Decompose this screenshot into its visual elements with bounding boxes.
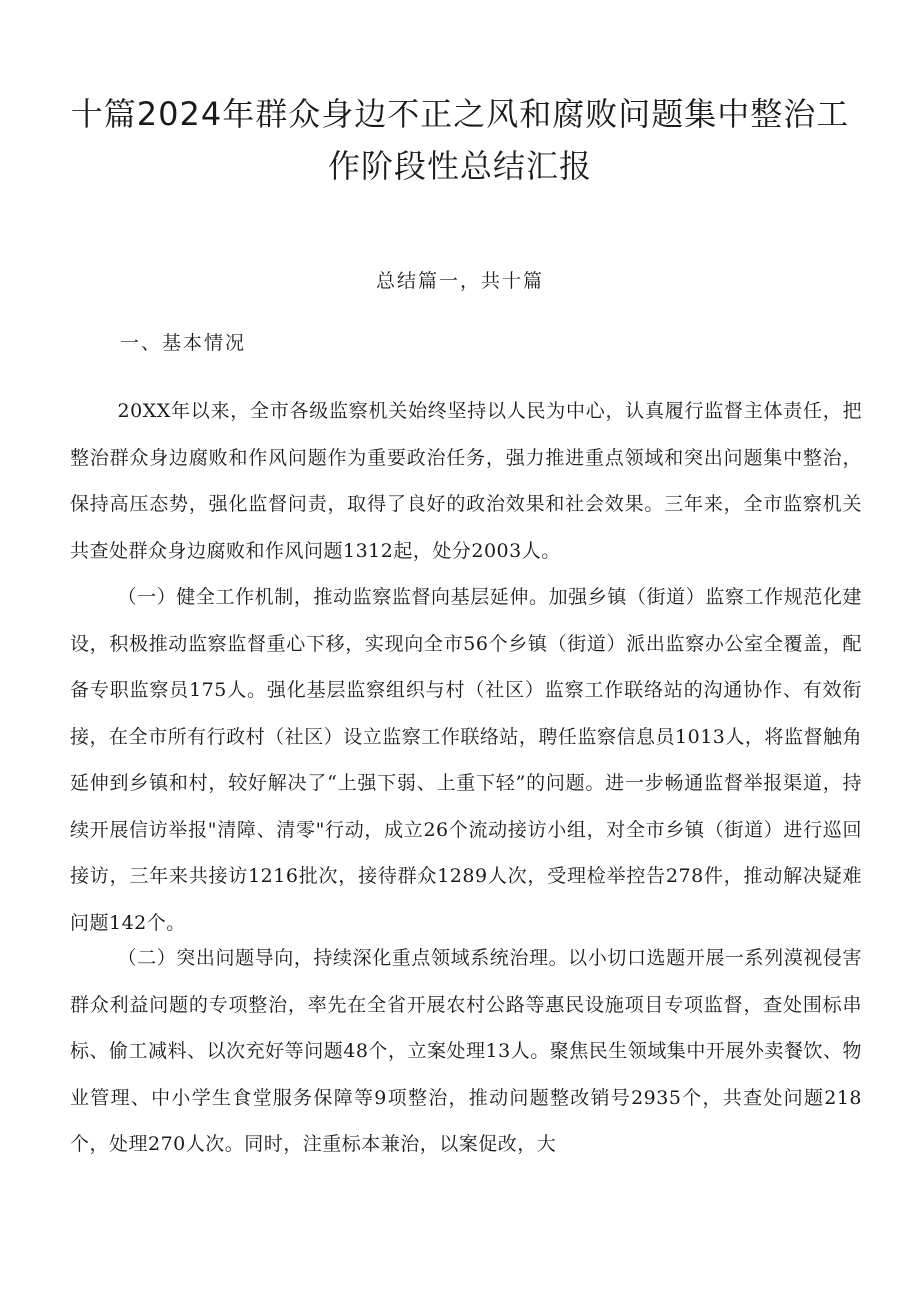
section-heading: 一、基本情况 xyxy=(120,332,247,354)
document-title: 十篇2024年群众身边不正之风和腐败问题集中整治工作阶段性总结汇报 xyxy=(70,95,850,185)
document-subtitle: 总结篇一，共十篇 xyxy=(375,270,544,292)
paragraph-problem-oriented: （二）突出问题导向，持续深化重点领域系统治理。以小切口选题开展一系列漠视侵害群众利益问题的专项整治，率先在全省开展农村公路等惠民设施项目专项监督，查处围标串标、偷工减料、以次充好等问题48个，立案处理13人。聚焦民生领域集中开展外卖餐饮、物业管理、中小学生食堂服务保障等9项整治，推动问题整改销号2935个，共查处问题218个，处理270人次。同时，注重标本兼治，以案促改，大 xyxy=(70,947,862,1155)
paragraph-overview: 20XX年以来，全市各级监察机关始终坚持以人民为中心，认真履行监督主体责任，把整治群众身边腐败和作风问题作为重要政治任务，强力推进重点领域和突出问题集中整治，保持高压态势，强化监督问责，取得了良好的政治效果和社会效果。三年来，全市监察机关共查处群众身边腐败和作风问题1312起，处分2003人。 xyxy=(70,400,862,562)
paragraph-mechanism: （一）健全工作机制，推动监察监督向基层延伸。加强乡镇（街道）监察工作规范化建设，积极推动监察监督重心下移，实现向全市56个乡镇（街道）派出监察办公室全覆盖，配备专职监察员175人。强化基层监察组织与村（社区）监察工作联络站的沟通协作、有效衔接，在全市所有行政村（社区）设立监察工作联络站，聘任监察信息员1013人，将监督触角延伸到乡镇和村，较好解决了“上强下弱、上重下轻”的问题。进一步畅通监督举报渠道，持续开展信访举报"清障、清零"行动，成立26个流动接访小组，对全市乡镇（街道）进行巡回接访，三年来共接访1216批次，接待群众1289人次，受理检举控告278件，推动解决疑难问题142个。 xyxy=(70,586,862,934)
